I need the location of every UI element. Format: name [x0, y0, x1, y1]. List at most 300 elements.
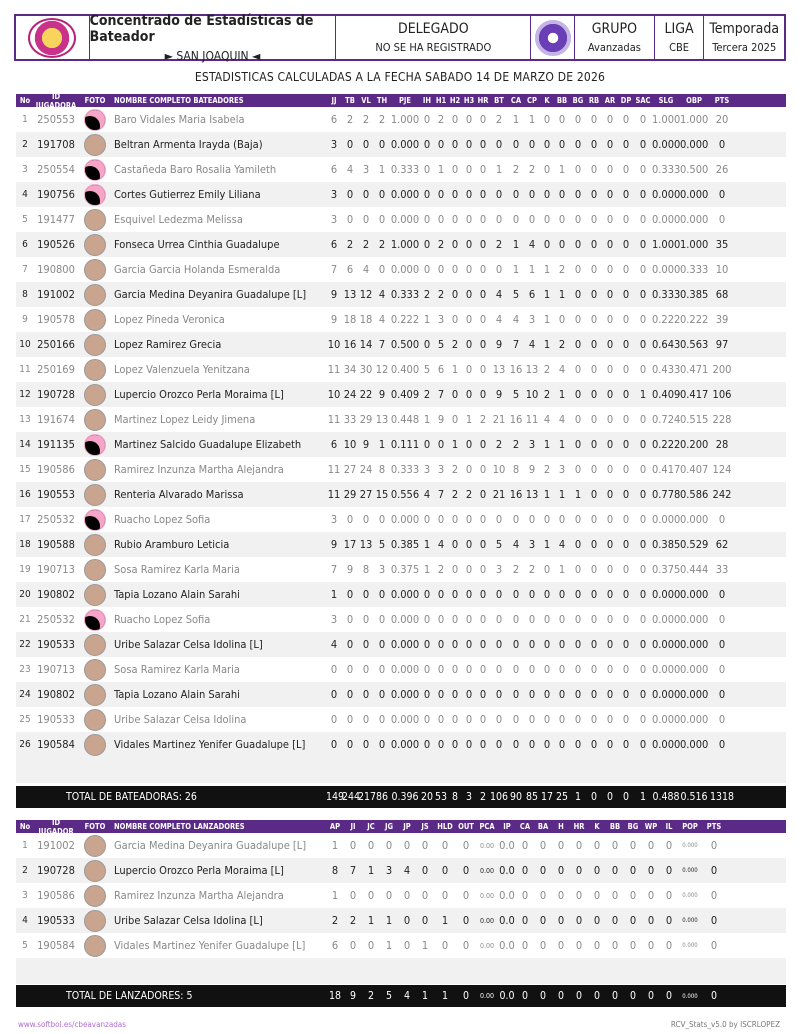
stat-cell: 1	[451, 438, 459, 451]
temporada-cell	[704, 16, 784, 59]
stat-cell: 0	[465, 363, 473, 376]
stat-cell: 9	[495, 338, 503, 351]
batting-col-header: SLG	[658, 96, 674, 105]
total-value: 5	[385, 990, 392, 1002]
stat-cell: 1	[330, 588, 338, 601]
stat-cell: 0	[479, 438, 487, 451]
pitching-col-header: BA	[537, 822, 549, 831]
total-value: 85	[525, 791, 539, 803]
stat-cell: 2	[437, 563, 445, 576]
player-name: Ruacho Lopez Sofia	[114, 513, 211, 526]
stat-cell: 2	[451, 338, 459, 351]
stat-cell: 2	[346, 238, 354, 251]
player-name: Esquivel Ledezma Melissa	[114, 213, 243, 226]
stat-cell: 7	[512, 338, 520, 351]
liga-label: LIGA	[664, 21, 694, 37]
table-row[interactable]	[16, 482, 786, 507]
batting-col-header: No	[19, 96, 31, 105]
stat-cell: 0	[495, 263, 503, 276]
stat-cell: 0	[606, 363, 614, 376]
stat-cell: 2	[465, 488, 473, 501]
total-value: 0	[539, 990, 546, 1002]
stat-cell: 1.000	[390, 113, 420, 126]
batting-col-header: IH	[422, 96, 432, 105]
player-id: 190728	[37, 864, 75, 877]
total-value: 0.516	[680, 791, 708, 803]
table-row[interactable]	[16, 833, 786, 858]
stat-cell: 0	[606, 588, 614, 601]
stat-cell: 0	[451, 263, 459, 276]
stat-cell: 0	[528, 513, 536, 526]
batting-col-header: ID JUGADORA	[35, 91, 77, 110]
stat-cell: 0	[437, 638, 445, 651]
stat-cell: 0	[574, 713, 582, 726]
stat-cell: 2	[543, 388, 551, 401]
stat-cell: 0.000	[390, 188, 420, 201]
stat-cell: 3	[330, 613, 338, 626]
stat-cell: 1	[451, 363, 459, 376]
total-value: 2	[479, 791, 486, 803]
stat-cell: 0	[451, 113, 459, 126]
stat-cell: 0	[423, 588, 431, 601]
stat-cell: 2	[451, 488, 459, 501]
stat-cell: 0	[606, 438, 614, 451]
stat-cell: 0	[437, 138, 445, 151]
stat-cell: 0	[543, 713, 551, 726]
stat-cell: 2	[512, 163, 520, 176]
batting-col-header: TB	[345, 96, 355, 105]
player-id: 191477	[37, 213, 75, 226]
stat-cell: 0.000	[680, 213, 708, 226]
stat-cell: 0	[362, 713, 370, 726]
stat-cell: 0.385	[680, 288, 708, 301]
stat-cell: 0	[465, 263, 473, 276]
pitching-col-header: PCA	[479, 822, 495, 831]
stat-cell: 9	[528, 463, 536, 476]
photo-cell	[78, 609, 112, 631]
row-number: 5	[22, 940, 28, 951]
stat-cell: 0	[622, 313, 630, 326]
stat-cell: 0	[593, 939, 601, 952]
player-name: Ramirez Inzunza Martha Alejandra	[114, 889, 284, 902]
stat-cell: 0.333	[680, 263, 708, 276]
stat-cell: 0	[346, 188, 354, 201]
stat-cell: 0	[574, 313, 582, 326]
stat-cell: 0.000	[652, 588, 680, 601]
stat-cell: 11	[327, 363, 341, 376]
stat-cell: 0	[622, 288, 630, 301]
stat-cell: 1	[528, 263, 536, 276]
batting-col-header: CA	[510, 96, 522, 105]
batting-col-header: NOMBRE COMPLETO BATEADORES	[114, 96, 244, 105]
stat-cell: 0	[710, 914, 718, 927]
stat-cell: 13	[525, 363, 539, 376]
total-value: 0	[622, 791, 629, 803]
stat-cell: 0.000	[680, 138, 708, 151]
stat-cell: 35	[715, 238, 729, 251]
stat-cell: 0	[479, 463, 487, 476]
table-row[interactable]	[16, 682, 786, 707]
stat-cell: 0	[606, 138, 614, 151]
stat-cell: 0	[512, 588, 520, 601]
stat-cell: 1.000	[390, 238, 420, 251]
stat-cell: 2	[451, 463, 459, 476]
total-value: 1318	[709, 791, 735, 803]
stat-cell: 1	[423, 563, 431, 576]
player-id: 190584	[37, 738, 75, 751]
table-row[interactable]	[16, 883, 786, 908]
pitching-col-header: POP	[682, 822, 698, 831]
stat-cell: 18	[343, 313, 357, 326]
stat-cell: 4	[528, 238, 536, 251]
stat-cell: 3	[362, 163, 370, 176]
stat-cell: 0	[512, 738, 520, 751]
stat-cell: 0	[575, 889, 583, 902]
stat-cell: 2	[423, 288, 431, 301]
table-row[interactable]	[16, 557, 786, 582]
stat-cell: 0	[574, 563, 582, 576]
row-number: 2	[22, 139, 28, 150]
stat-cell: 0	[574, 113, 582, 126]
stat-cell: 9	[495, 388, 503, 401]
stat-cell: 0	[606, 288, 614, 301]
table-row[interactable]	[16, 307, 786, 332]
player-photo	[84, 609, 106, 631]
stat-cell: 0	[557, 939, 565, 952]
stat-cell: 0.000	[390, 738, 420, 751]
stat-cell: 0	[590, 463, 598, 476]
photo-cell	[78, 459, 112, 481]
stat-cell: 124	[712, 463, 732, 476]
row-number: 14	[19, 439, 31, 450]
stat-cell: 0	[622, 363, 630, 376]
stat-cell: 0.471	[680, 363, 708, 376]
stat-cell: 0	[639, 163, 647, 176]
player-photo	[84, 359, 106, 381]
stat-cell: 0	[718, 188, 726, 201]
player-photo	[84, 534, 106, 556]
table-row[interactable]	[16, 332, 786, 357]
player-id: 190713	[37, 663, 75, 676]
stat-cell: 0.00	[479, 941, 495, 950]
player-photo	[84, 484, 106, 506]
stat-cell: 10	[343, 438, 357, 451]
stat-cell: 0	[647, 839, 655, 852]
table-row[interactable]	[16, 908, 786, 933]
stat-cell: 0	[512, 138, 520, 151]
photo-cell	[78, 384, 112, 406]
stat-cell: 0	[451, 188, 459, 201]
stat-cell: 0.0	[499, 914, 515, 927]
stat-cell: 0	[423, 438, 431, 451]
stat-cell: 0	[378, 688, 386, 701]
stat-cell: 1	[558, 388, 566, 401]
table-row[interactable]	[16, 107, 786, 132]
stat-cell: 2	[437, 113, 445, 126]
table-row[interactable]	[16, 282, 786, 307]
stat-cell: 0.000	[390, 213, 420, 226]
stat-cell: 0	[346, 513, 354, 526]
pitching-col-header: HLD	[437, 822, 453, 831]
stat-cell: 0	[539, 939, 547, 952]
photo-cell	[78, 684, 112, 706]
stat-cell: 0	[590, 213, 598, 226]
player-id: 190586	[37, 463, 75, 476]
stat-cell: 0	[574, 263, 582, 276]
table-row[interactable]	[16, 532, 786, 557]
stat-cell: 0	[622, 113, 630, 126]
stat-cell: 1	[465, 413, 473, 426]
table-row[interactable]	[16, 732, 786, 757]
stat-cell: 0	[718, 688, 726, 701]
stat-cell: 4	[330, 638, 338, 651]
stat-cell: 0	[495, 713, 503, 726]
stat-cell: 1	[423, 538, 431, 551]
stat-cell: 1	[423, 413, 431, 426]
stat-cell: 1	[543, 263, 551, 276]
stat-cell: 0	[590, 663, 598, 676]
stat-cell: 0	[593, 889, 601, 902]
stat-cell: 0	[639, 538, 647, 551]
stat-cell: 5	[495, 538, 503, 551]
stat-cell: 0.0	[499, 864, 515, 877]
stat-cell: 0	[557, 839, 565, 852]
row-number: 20	[19, 589, 31, 600]
photo-cell	[78, 234, 112, 256]
stat-cell: 0.000	[680, 613, 708, 626]
stat-cell: 228	[712, 413, 732, 426]
stat-cell: 0	[718, 588, 726, 601]
stat-cell: 0	[378, 213, 386, 226]
stat-cell: 0	[543, 588, 551, 601]
row-number: 9	[22, 314, 28, 325]
stat-cell: 0	[718, 638, 726, 651]
stat-cell: 0	[349, 889, 357, 902]
stat-cell: 0	[451, 688, 459, 701]
stat-cell: 0.000	[680, 588, 708, 601]
stat-cell: 0	[590, 288, 598, 301]
stat-cell: 0	[622, 713, 630, 726]
table-row[interactable]	[16, 858, 786, 883]
title-cell	[89, 12, 337, 63]
player-photo	[84, 885, 106, 907]
stat-cell: 0	[465, 338, 473, 351]
stat-cell: 5	[378, 538, 386, 551]
pitching-col-header: H	[558, 822, 564, 831]
table-row[interactable]	[16, 507, 786, 532]
table-row[interactable]	[16, 382, 786, 407]
table-row[interactable]	[16, 207, 786, 232]
stat-cell: 0.000	[390, 138, 420, 151]
stat-cell: 0.724	[652, 413, 680, 426]
stat-cell: 0	[437, 738, 445, 751]
stat-cell: 0	[462, 939, 470, 952]
stat-cell: 0.00	[479, 916, 495, 925]
stat-cell: 0	[574, 613, 582, 626]
pitching-table-filler	[16, 958, 786, 984]
total-value: 106	[490, 791, 509, 803]
stat-cell: 0.409	[390, 388, 420, 401]
stat-cell: 0	[639, 588, 647, 601]
table-row[interactable]	[16, 632, 786, 657]
total-label: TOTAL DE LANZADORES: 5	[66, 990, 193, 1002]
stat-cell: 0	[528, 663, 536, 676]
stat-cell: 0	[479, 488, 487, 501]
stat-cell: 0	[451, 738, 459, 751]
stat-cell: 0	[451, 588, 459, 601]
stat-cell: 0	[378, 513, 386, 526]
table-row[interactable]	[16, 182, 786, 207]
stat-cell: 13	[359, 538, 373, 551]
stat-cell: 0.000	[680, 188, 708, 201]
pitching-col-header: WP	[644, 822, 658, 831]
stat-cell: 0	[512, 188, 520, 201]
stat-cell: 0	[629, 914, 637, 927]
stat-cell: 0	[479, 338, 487, 351]
table-row[interactable]	[16, 132, 786, 157]
table-row[interactable]	[16, 357, 786, 382]
stat-cell: 0	[606, 563, 614, 576]
stat-cell: 0	[423, 713, 431, 726]
row-number: 23	[19, 664, 31, 675]
stat-cell: 0	[622, 613, 630, 626]
stat-cell: 0	[330, 663, 338, 676]
stat-cell: 5	[512, 288, 520, 301]
stat-cell: 4	[423, 488, 431, 501]
stat-cell: 0	[590, 138, 598, 151]
table-row[interactable]	[16, 933, 786, 958]
stat-cell: 0	[639, 263, 647, 276]
stat-cell: 0	[521, 864, 529, 877]
table-row[interactable]	[16, 407, 786, 432]
stat-cell: 0	[346, 663, 354, 676]
batting-table-filler	[16, 757, 786, 783]
table-row[interactable]	[16, 657, 786, 682]
stat-cell: 0.000	[682, 892, 698, 899]
stat-cell: 0	[606, 688, 614, 701]
batting-col-header: K	[544, 96, 550, 105]
stat-cell: 10	[492, 463, 506, 476]
stat-cell: 0.444	[680, 563, 708, 576]
stat-cell: 0.000	[680, 513, 708, 526]
stat-cell: 3	[423, 463, 431, 476]
stat-cell: 7	[349, 864, 357, 877]
stat-cell: 0	[512, 713, 520, 726]
stat-cell: 0	[639, 463, 647, 476]
stat-cell: 15	[375, 488, 389, 501]
table-row[interactable]	[16, 257, 786, 282]
stat-cell: 0	[479, 738, 487, 751]
player-id: 190802	[37, 688, 75, 701]
table-row[interactable]	[16, 432, 786, 457]
player-id: 190588	[37, 538, 75, 551]
temporada-label: Temporada	[709, 21, 780, 37]
stat-cell: 2	[437, 238, 445, 251]
stat-cell: 12	[375, 363, 389, 376]
stat-cell: 0.529	[680, 538, 708, 551]
stat-cell: 0	[539, 889, 547, 902]
stat-cell: 0	[423, 113, 431, 126]
stat-cell: 9	[362, 438, 370, 451]
stat-cell: 4	[378, 313, 386, 326]
table-row[interactable]	[16, 457, 786, 482]
stat-cell: 0	[590, 613, 598, 626]
stat-cell: 2	[543, 363, 551, 376]
total-value: 1	[574, 791, 581, 803]
photo-cell	[78, 484, 112, 506]
stat-cell: 0	[574, 688, 582, 701]
photo-cell	[78, 885, 112, 907]
stat-cell: 0.000	[680, 738, 708, 751]
stat-cell: 0.000	[680, 638, 708, 651]
stat-cell: 17	[343, 538, 357, 551]
stat-cell: 0	[441, 889, 449, 902]
photo-cell	[78, 584, 112, 606]
stat-cell: 3	[330, 513, 338, 526]
stat-cell: 0	[710, 864, 718, 877]
stat-cell: 1.000	[652, 238, 680, 251]
table-row[interactable]	[16, 607, 786, 632]
stat-cell: 9	[330, 288, 338, 301]
player-id: 190533	[37, 638, 75, 651]
table-row[interactable]	[16, 232, 786, 257]
stat-cell: 0.0	[499, 889, 515, 902]
stat-cell: 0	[593, 864, 601, 877]
player-id: 190553	[37, 488, 75, 501]
stat-cell: 0	[451, 513, 459, 526]
table-row[interactable]	[16, 707, 786, 732]
stat-cell: 0.200	[680, 438, 708, 451]
stat-cell: 0	[362, 688, 370, 701]
row-number: 10	[19, 339, 31, 350]
stat-cell: 0	[378, 188, 386, 201]
total-value: 244	[342, 791, 361, 803]
stat-cell: 0	[665, 839, 673, 852]
temporada-value: Tercera 2025	[712, 41, 777, 54]
total-value: 90	[509, 791, 523, 803]
table-row[interactable]	[16, 157, 786, 182]
stat-cell: 0	[403, 914, 411, 927]
stat-cell: 0	[590, 413, 598, 426]
stat-cell: 0	[574, 213, 582, 226]
stat-cell: 0	[521, 889, 529, 902]
batting-total-row	[16, 786, 786, 808]
player-photo	[84, 309, 106, 331]
stat-cell: 0.000	[652, 213, 680, 226]
stat-cell: 0	[528, 738, 536, 751]
stat-cell: 0	[479, 363, 487, 376]
stat-cell: 0	[639, 738, 647, 751]
footer-website-link[interactable]: www.softbol.es/cbeavanzadas	[18, 1020, 126, 1029]
stat-cell: 0	[479, 388, 487, 401]
stat-cell: 0	[451, 663, 459, 676]
stat-cell: 0	[590, 313, 598, 326]
pitching-col-header: BB	[609, 822, 621, 831]
player-name: Garcia Medina Deyanira Guadalupe [L]	[114, 288, 307, 301]
pitching-col-header: No	[19, 822, 31, 831]
stat-cell: 4	[558, 363, 566, 376]
player-name: Ramirez Inzunza Martha Alejandra	[114, 463, 284, 476]
stat-cell: 0.385	[652, 538, 680, 551]
stat-cell: 0	[622, 388, 630, 401]
table-row[interactable]	[16, 582, 786, 607]
stat-cell: 0	[437, 513, 445, 526]
stat-cell: 0	[558, 238, 566, 251]
player-photo	[84, 284, 106, 306]
stat-cell: 0	[367, 839, 375, 852]
stat-cell: 0	[378, 738, 386, 751]
stat-cell: 4	[346, 163, 354, 176]
